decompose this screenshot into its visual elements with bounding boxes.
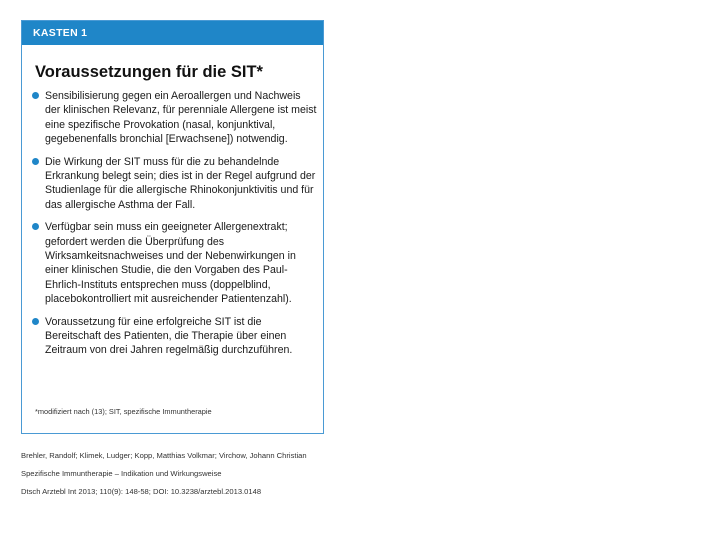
citation-authors: Brehler, Randolf; Klimek, Ludger; Kopp, Matthias Volkmar; Virchow, Johann Christian — [21, 451, 307, 460]
box-title: Voraussetzungen für die SIT* — [35, 63, 263, 81]
list-item — [32, 155, 318, 212]
bullet-icon — [32, 92, 39, 99]
box-footnote: *modifiziert nach (13); SIT, spezifische Immuntherapie — [35, 407, 212, 416]
info-box — [21, 20, 324, 434]
list-item-text: Verfügbar sein muss ein geeigneter Allergenextrakt; gefordert werden die Überprüfung des Wirksamkeitsnachweises und der Nebenwirkungen in einer klinischen Studie, die den Vorgaben des Paul-Ehrlich-Instituts entsprechen muss (doppelblind, placebokontrolliert mit ausreichender Patientenzahl). — [45, 221, 296, 305]
list-item-text: Sensibilisierung gegen ein Aeroallergen und Nachweis der klinischen Relevanz, für perenniale Allergene ist meist eine spezifische Provokation (nasal, konjunktival, gegebenenfalls bronchial [Erwachsene]) notwendig. — [45, 90, 317, 145]
citation-title: Spezifische Immuntherapie – Indikation und Wirkungsweise — [21, 469, 222, 479]
list-item — [32, 89, 318, 146]
bullet-icon — [32, 158, 39, 165]
box-header: KASTEN 1 — [22, 21, 323, 45]
bullet-icon — [32, 223, 39, 230]
citation-block — [21, 447, 307, 502]
list-item-text: Voraussetzung für eine erfolgreiche SIT ist die Bereitschaft des Patienten, die Therapie über einen Zeitraum von drei Jahren regelmäßig durchzuführen. — [45, 315, 293, 357]
requirements-list — [32, 89, 318, 366]
bullet-icon — [32, 318, 39, 325]
list-item — [32, 220, 318, 306]
citation-reference: Dtsch Arztebl Int 2013; 110(9): 148-58; DOI: 10.3238/arztebl.2013.0148 — [21, 487, 262, 497]
list-item-text: Die Wirkung der SIT muss für die zu behandelnde Erkrankung belegt sein; dies ist in der Regel aufgrund der Studienlage für die allergische Rhinokonjunktivitis und für das allergische Asthma der Fall. — [45, 155, 316, 211]
list-item — [32, 315, 318, 358]
